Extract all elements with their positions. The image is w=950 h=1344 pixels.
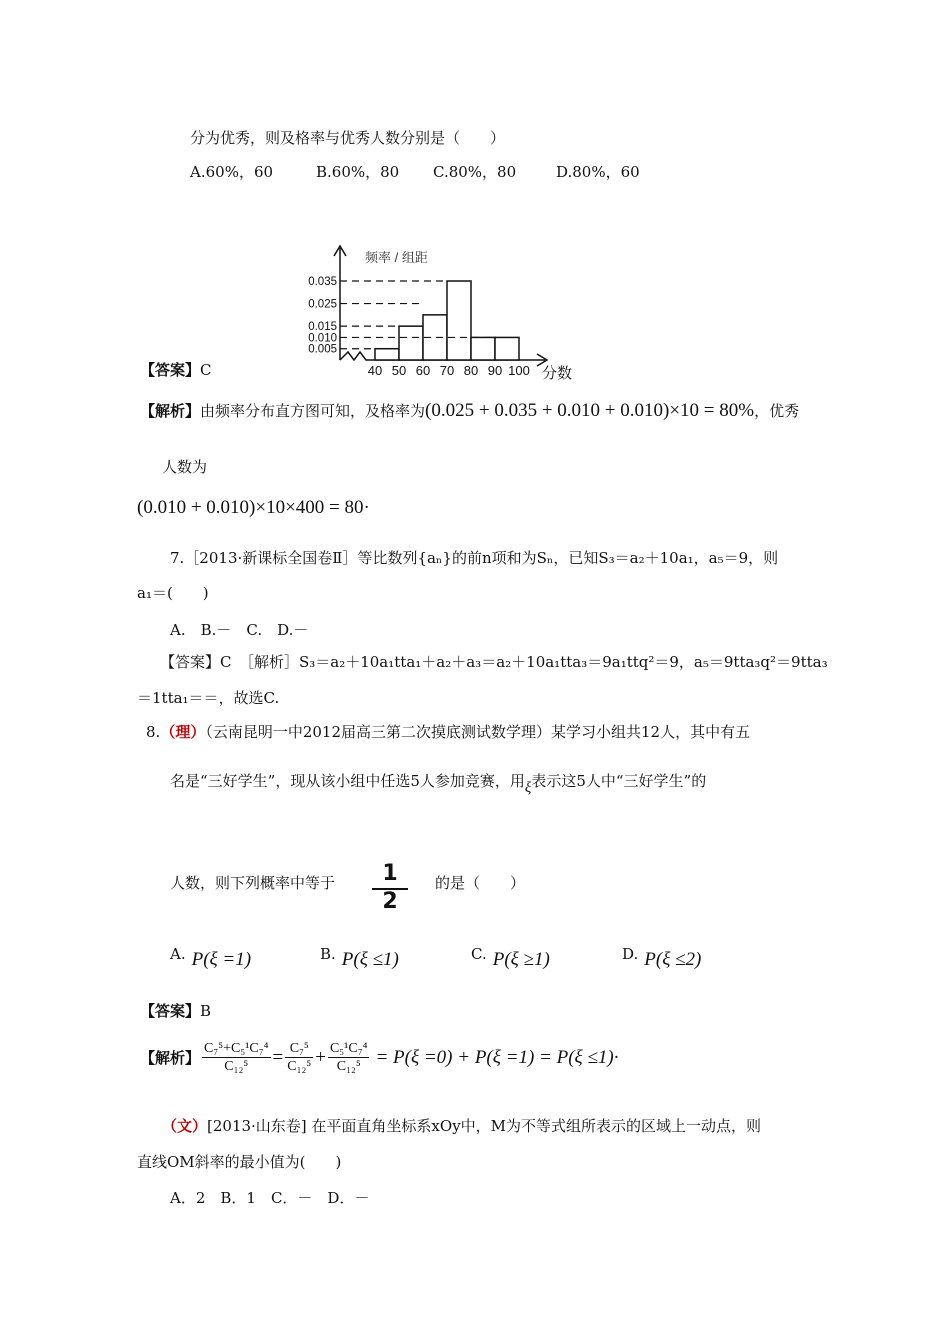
q6-analysis-2: 人数为 xyxy=(162,458,208,476)
fraction-2: $\frac{\text{C₇⁵}}{\text{C₁₂⁵}}$ xyxy=(287,1041,312,1074)
q8-option-b: B. P(ξ ≤1) xyxy=(320,945,399,970)
histogram-bar xyxy=(471,337,495,360)
q7-stem: 7.［2013·新课标全国卷Ⅱ］等比数列{aₙ}的前n项和为Sₙ，已知S₃＝a₂＋10a₁，a₅＝9，则 xyxy=(170,549,779,567)
x-tick-label: 50 xyxy=(391,363,407,378)
histogram-bar xyxy=(399,326,423,360)
x-tick-label: 40 xyxy=(367,363,383,378)
wen-stem-2: 直线OM斜率的最小值为( ) xyxy=(137,1153,342,1171)
q6-option-d: D.80%，60 xyxy=(556,163,640,181)
y-tick-label: 0.010 xyxy=(308,332,337,345)
wen-options: A．2 B．1 C．－ D．－ xyxy=(170,1189,370,1207)
y-tick-label: 0.015 xyxy=(308,321,337,334)
q6-formula-pass-rate: (0.025 + 0.035 + 0.010 + 0.010)×10 = 80% xyxy=(425,400,755,421)
histogram-bar xyxy=(447,281,471,360)
q6-answer: 【答案】C xyxy=(140,361,212,379)
q7-answer-2: ＝1tta₁＝＝，故选C. xyxy=(137,689,280,707)
q8-option-a: A. P(ξ =1) xyxy=(170,945,252,970)
q8-analysis: 【解析】 $\frac{\text{C₇⁵+C₅¹C₇⁴}}{\text{C₁₂⁵}}$ = $\frac{\text{C₇⁵}}{\text{C₁₂⁵}}$ + $\frac{\text{C₅¹C₇⁴}}{\text{C₁₂⁵}}$ = P(ξ =0) + P(ξ =1) = P(ξ ≤1)· xyxy=(140,1041,619,1074)
chart-ylabel: 频率 / 组距 xyxy=(365,250,428,265)
q6-stem-end: 分为优秀，则及格率与优秀人数分别是（ ） xyxy=(190,129,506,147)
frequency-histogram xyxy=(295,238,595,383)
q6-option-c: C.80%，80 xyxy=(433,163,517,181)
histogram-bar xyxy=(375,349,399,360)
q6-analysis: 【解析】由频率分布直方图可知，及格率为(0.025 + 0.035 + 0.010 + 0.010)×10 = 80%，优秀 xyxy=(140,400,800,421)
x-tick-label: 80 xyxy=(463,363,479,378)
q6-option-b: B.60%，80 xyxy=(316,163,400,181)
x-tick-label: 90 xyxy=(487,363,503,378)
q8-stem-4: 的是（ ） xyxy=(435,874,526,892)
wen-stem: （文）[2013·山东卷] 在平面直角坐标系xOy中，M为不等式组所表示的区域上一动点，则 xyxy=(162,1117,762,1135)
fraction-3: $\frac{\text{C₅¹C₇⁴}}{\text{C₁₂⁵}}$ xyxy=(329,1041,368,1074)
q8-option-d: D. P(ξ ≤2) xyxy=(622,945,702,970)
fraction-1: $\frac{\text{C₇⁵+C₅¹C₇⁴}}{\text{C₁₂⁵}}$ xyxy=(204,1041,269,1074)
q6-option-a: A.60%，60 xyxy=(190,163,274,181)
x-tick-label: 60 xyxy=(415,363,431,378)
fraction-one-half: 1 2 xyxy=(368,862,412,914)
q8-stem-2: 名是“三好学生”，现从该小组中任选5人参加竞赛，用ξ表示这5人中“三好学生”的 xyxy=(170,772,707,796)
xi-symbol: ξ xyxy=(524,780,532,796)
q7-options: A. B.－ C. D.－ xyxy=(170,621,309,639)
histogram-bar xyxy=(495,337,519,360)
x-tick-label: 100 xyxy=(508,363,530,378)
y-tick-label: 0.025 xyxy=(308,298,337,311)
q8-stem: 8.（理）（云南昆明一中2012届高三第二次摸底测试数学理）某学习小组共12人，其中有五 xyxy=(146,723,751,741)
q7-stem-2: a₁＝( ) xyxy=(137,584,209,602)
q8-option-c: C. P(ξ ≥1) xyxy=(471,945,550,970)
y-tick-label: 0.035 xyxy=(308,276,337,288)
x-axis-break xyxy=(340,352,375,360)
chart-xlabel: 分数 xyxy=(542,365,573,382)
y-tick-label: 0.005 xyxy=(308,343,337,356)
q7-answer: 【答案】C ［解析］S₃＝a₂＋10a₁tta₁＋a₂＋a₃＝a₂＋10a₁tta₃＝9a₁ttq²＝9，a₅＝9tta₃q²＝9tta₃ xyxy=(160,653,828,671)
q8-stem-3: 人数，则下列概率中等于 xyxy=(170,874,336,892)
x-tick-label: 70 xyxy=(439,363,455,378)
q8-answer: 【答案】B xyxy=(140,1002,212,1020)
q6-formula-excellent: (0.010 + 0.010)×10×400 = 80· xyxy=(137,497,370,518)
